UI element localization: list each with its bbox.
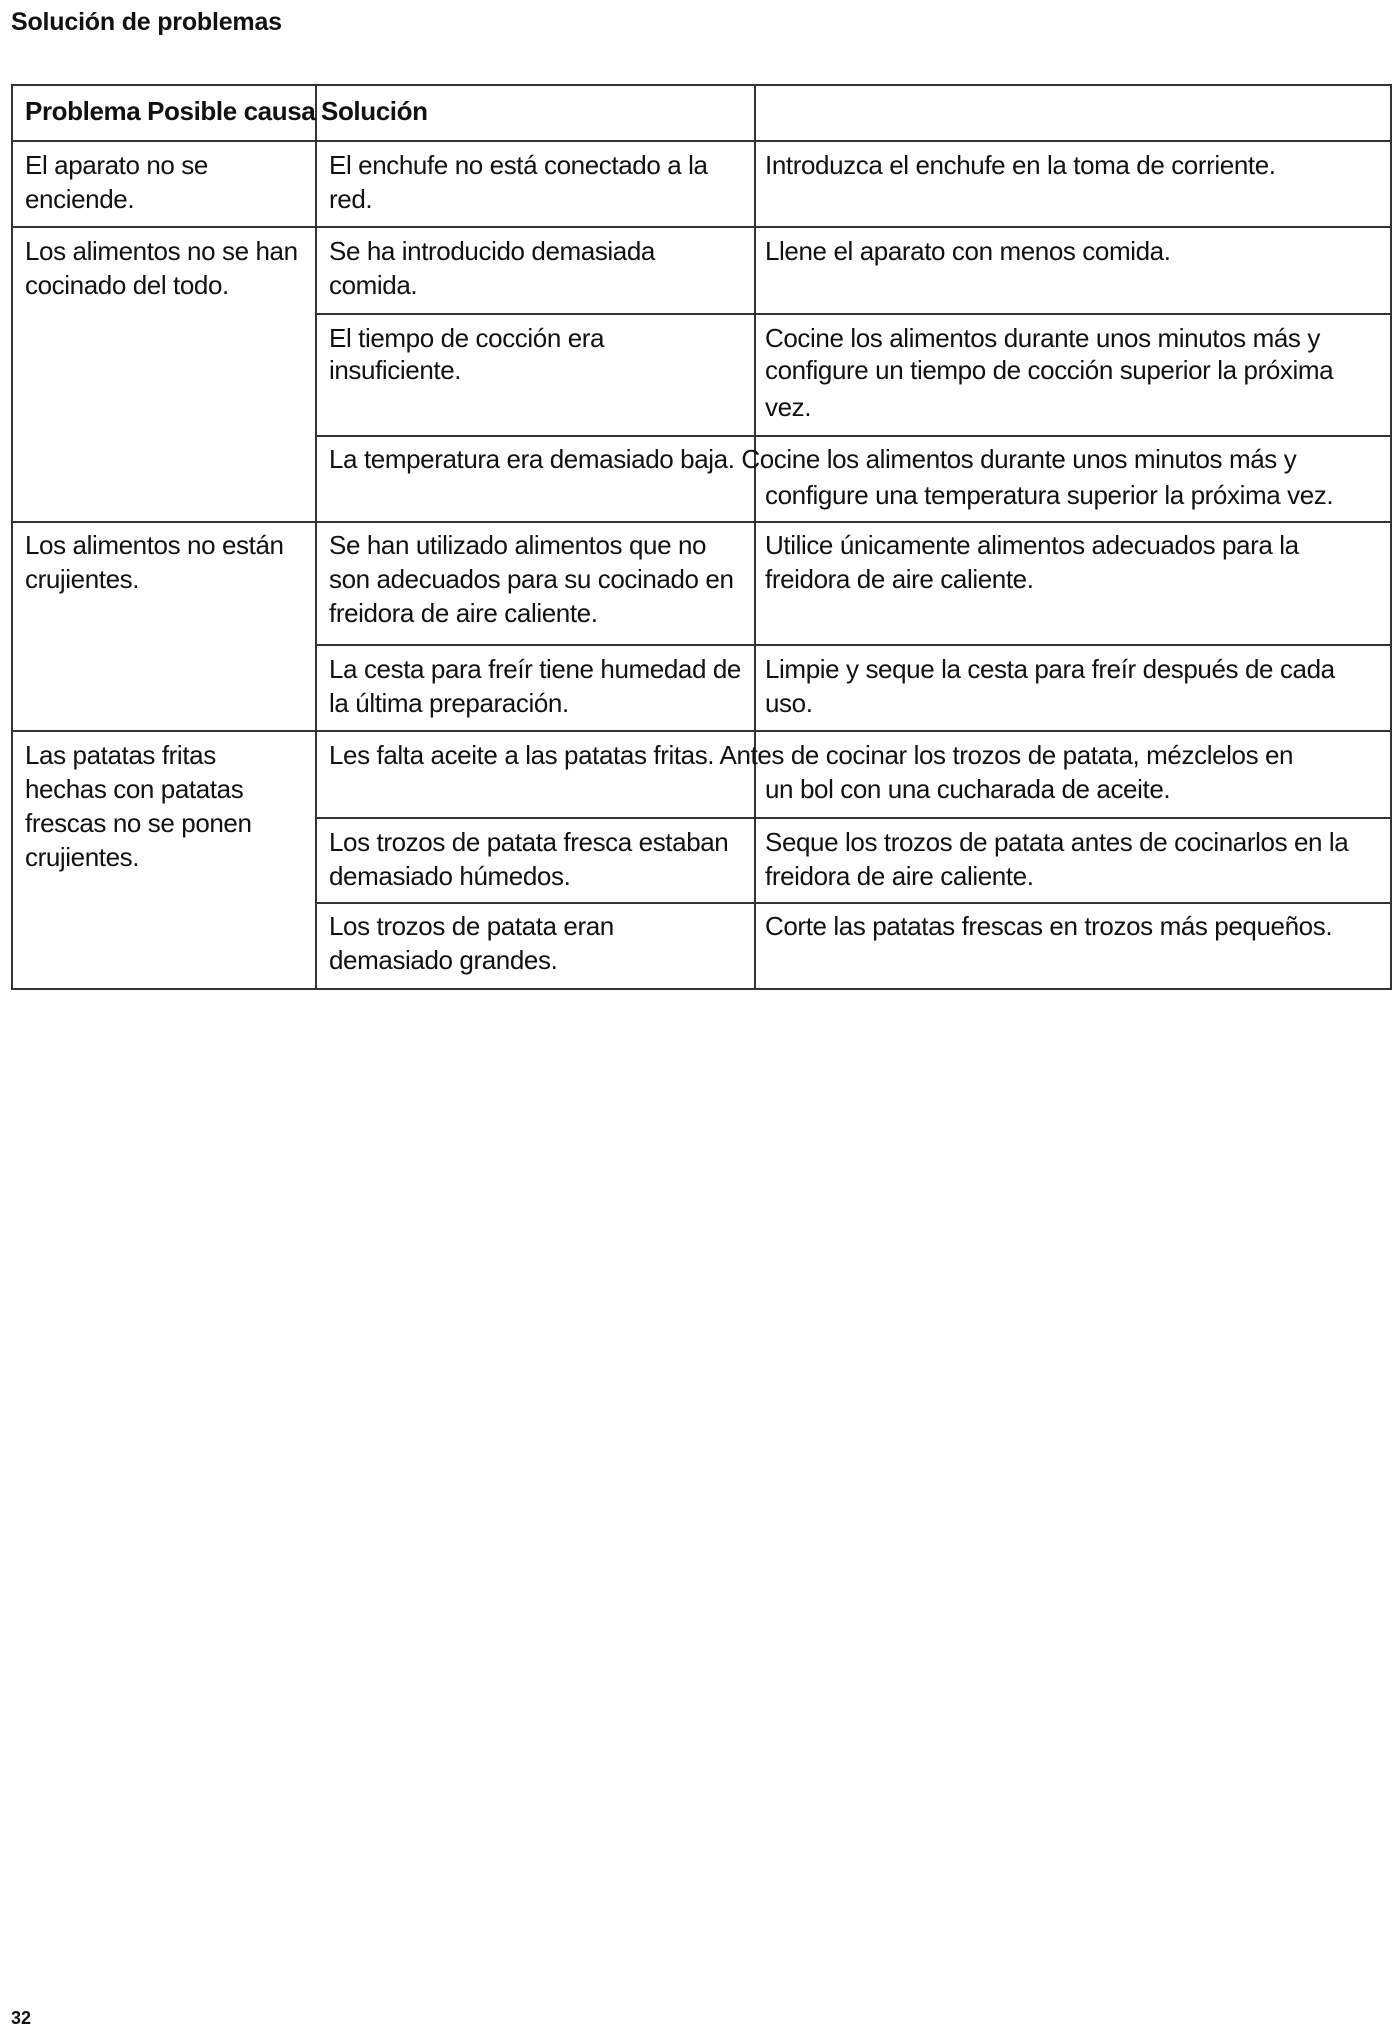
column-divider [315,86,317,988]
solution-line: Llene el aparato con menos comida. [765,236,1171,266]
problem-line: crujientes. [25,564,140,594]
cause-line: la última preparación. [329,688,569,718]
cause-line: demasiado húmedos. [329,861,571,891]
cause-line: son adecuados para su cocinado en [329,564,734,594]
page-title: Solución de problemas [11,8,282,36]
row-divider [315,817,1390,819]
problem-line: cocinado del todo. [25,270,229,300]
header-solution: Solución [321,96,428,126]
cause-line: freidora de aire caliente. [329,598,598,628]
solution-line: Limpie y seque la cesta para freír después de cada [765,654,1335,684]
cause-line: red. [329,184,373,214]
solution-line: Introduzca el enchufe en la toma de corriente. [765,150,1276,180]
header-problem-cause: Problema Posible causa [25,96,316,126]
cause-line: insuficiente. [329,355,462,385]
solution-line: vez. [765,392,812,422]
problem-line: Los alimentos no están [25,530,284,560]
cause-line: demasiado grandes. [329,945,558,975]
row-divider [315,435,1390,437]
cause-line: La temperatura era demasiado baja. Cocine los alimentos durante unos minutos más y [329,444,1297,474]
cause-line: comida. [329,270,418,300]
solution-line: freidora de aire caliente. [765,564,1034,594]
problem-line: Los alimentos no se han [25,236,298,266]
solution-line: Seque los trozos de patata antes de cocinarlos en la [765,827,1349,857]
row-divider [315,313,1390,315]
troubleshooting-table [11,84,1392,990]
problem-line: frescas no se ponen [25,808,252,838]
solution-line: un bol con una cucharada de aceite. [765,774,1171,804]
row-divider [13,730,1390,732]
cause-line: Les falta aceite a las patatas fritas. Antes de cocinar los trozos de patata, mézclelos en [329,740,1294,770]
cause-line: El tiempo de cocción era [329,323,605,353]
row-divider [13,226,1390,228]
cause-line: Se ha introducido demasiada [329,236,655,266]
solution-line: uso. [765,688,813,718]
solution-line: Corte las patatas frescas en trozos más pequeños. [765,911,1333,941]
problem-line: crujientes. [25,842,140,872]
cause-line: El enchufe no está conectado a la [329,150,708,180]
solution-line: Cocine los alimentos durante unos minutos más y [765,323,1320,353]
solution-line: Utilice únicamente alimentos adecuados para la [765,530,1299,560]
row-divider [315,902,1390,904]
row-divider [13,140,1390,142]
cause-line: Se han utilizado alimentos que no [329,530,707,560]
cause-line: Los trozos de patata fresca estaban [329,827,729,857]
row-divider [13,521,1390,523]
problem-line: El aparato no se [25,150,208,180]
solution-line: configure un tiempo de cocción superior la próxima [765,355,1334,385]
cause-line: La cesta para freír tiene humedad de [329,654,741,684]
problem-line: enciende. [25,184,135,214]
cause-line: Los trozos de patata eran [329,911,614,941]
problem-line: Las patatas fritas [25,740,216,770]
column-divider [754,86,756,988]
problem-line: hechas con patatas [25,774,244,804]
solution-line: freidora de aire caliente. [765,861,1034,891]
page-number: 32 [11,2008,32,2028]
solution-line: configure una temperatura superior la próxima vez. [765,480,1334,510]
row-divider [315,644,1390,646]
